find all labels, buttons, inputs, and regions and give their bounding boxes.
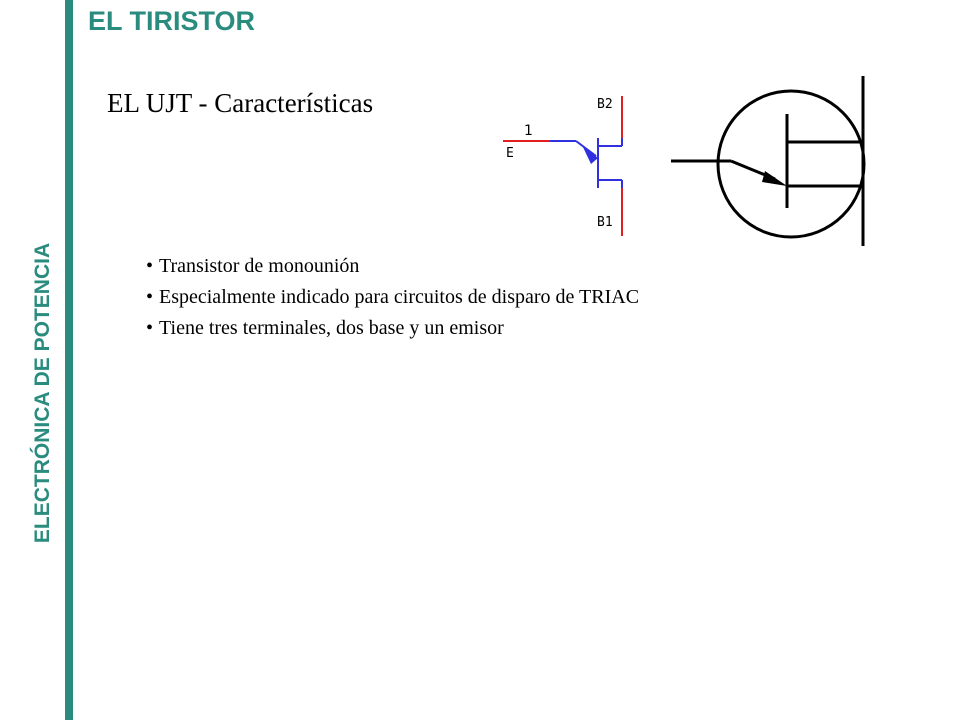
label-pin: 1	[524, 123, 533, 139]
list-item	[146, 251, 639, 282]
bullet-text: Especialmente indicado para circuitos de disparo de TRIAC	[159, 286, 640, 308]
side-label: ELECTRÓNICA DE POTENCIA	[31, 242, 54, 544]
bullet-dot: •	[146, 286, 154, 308]
section-subtitle: EL UJT - Características	[107, 88, 374, 118]
bullet-text: Tiene tres terminales, dos base y un emisor	[159, 317, 504, 339]
label-b1: B1	[597, 215, 613, 230]
accent-bar	[65, 0, 73, 720]
list-item	[146, 313, 639, 344]
page-title: EL TIRISTOR	[88, 6, 256, 36]
bullet-text: Transistor de monounión	[159, 255, 360, 277]
bullet-list	[146, 251, 639, 344]
list-item	[146, 282, 639, 313]
label-b2: B2	[597, 97, 613, 112]
label-e: E	[506, 146, 514, 161]
bullet-dot: •	[146, 255, 154, 277]
ujt-symbol	[665, 72, 885, 252]
ujt-schematic	[498, 88, 638, 238]
symbol-emitter-arrow	[762, 171, 787, 186]
bullet-dot: •	[146, 317, 154, 339]
